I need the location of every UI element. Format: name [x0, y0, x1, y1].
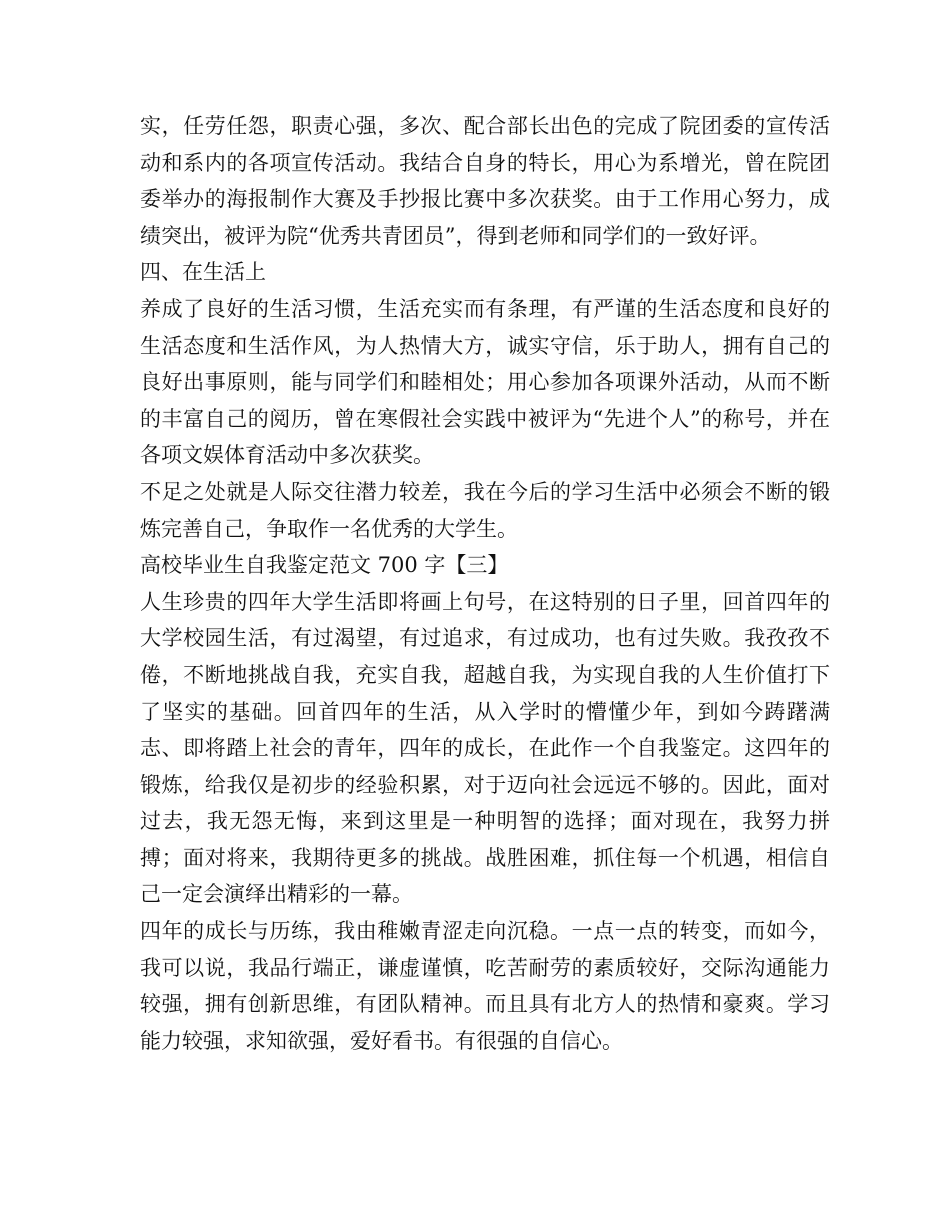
paragraph-work-summary: 实，任劳任怨，职责心强，多次、配合部长出色的完成了院团委的宣传活动和系内的各项宣传活动。我结合自身的特长，用心为系增光，曾在院团委举办的海报制作大赛及手抄报比赛中多次获奖。由于工作用心努力，成绩突出，被评为院“优秀共青团员”，得到老师和同学们的一致好评。 [140, 114, 830, 248]
section-heading-life: 四、在生活上 [140, 260, 266, 285]
paragraph-growth: 四年的成长与历练，我由稚嫩青涩走向沉稳。一点一点的转变，而如今，我可以说，我品行端正，谦虚谨慎，吃苦耐劳的素质较好，交际沟通能力较强，拥有创新思维，有团队精神。而且具有北方人的热情和豪爽。学习能力较强，求知欲强，爱好看书。有很强的自信心。 [140, 919, 830, 1053]
paragraph-life-habits: 养成了良好的生活习惯，生活充实而有条理，有严谨的生活态度和良好的生活态度和生活作风，为人热情大方，诚实守信，乐于助人，拥有自己的良好出事原则，能与同学们和睦相处；用心参加各项课外活动，从而不断的丰富自己的阅历，曾在寒假社会实践中被评为“先进个人”的称号，并在各项文娱体育活动中多次获奖。 [140, 296, 830, 468]
document-page [140, 108, 830, 1059]
paragraph-shortcomings: 不足之处就是人际交往潜力较差，我在今后的学习生活中必须会不断的锻炼完善自己，争取作一名优秀的大学生。 [140, 479, 830, 541]
paragraph-four-years-review: 人生珍贵的四年大学生活即将画上句号，在这特别的日子里，回首四年的大学校园生活，有过渴望，有过追求，有过成功，也有过失败。我孜孜不倦，不断地挑战自我，充实自我，超越自我，为实现自我的人生价值打下了坚实的基础。回首四年的生活，从入学时的懵懂少年，到如今踌躇满志、即将踏上社会的青年，四年的成长，在此作一个自我鉴定。这四年的锻炼，给我仅是初步的经验积累，对于迈向社会远远不够的。因此，面对过去，我无怨无悔，来到这里是一种明智的选择；面对现在，我努力拼搏；面对将来，我期待更多的挑战。战胜困难，抓住每一个机遇，相信自己一定会演绎出精彩的一幕。 [140, 589, 830, 907]
section-heading-sample-three: 高校毕业生自我鉴定范文 700 字【三】 [140, 553, 509, 578]
